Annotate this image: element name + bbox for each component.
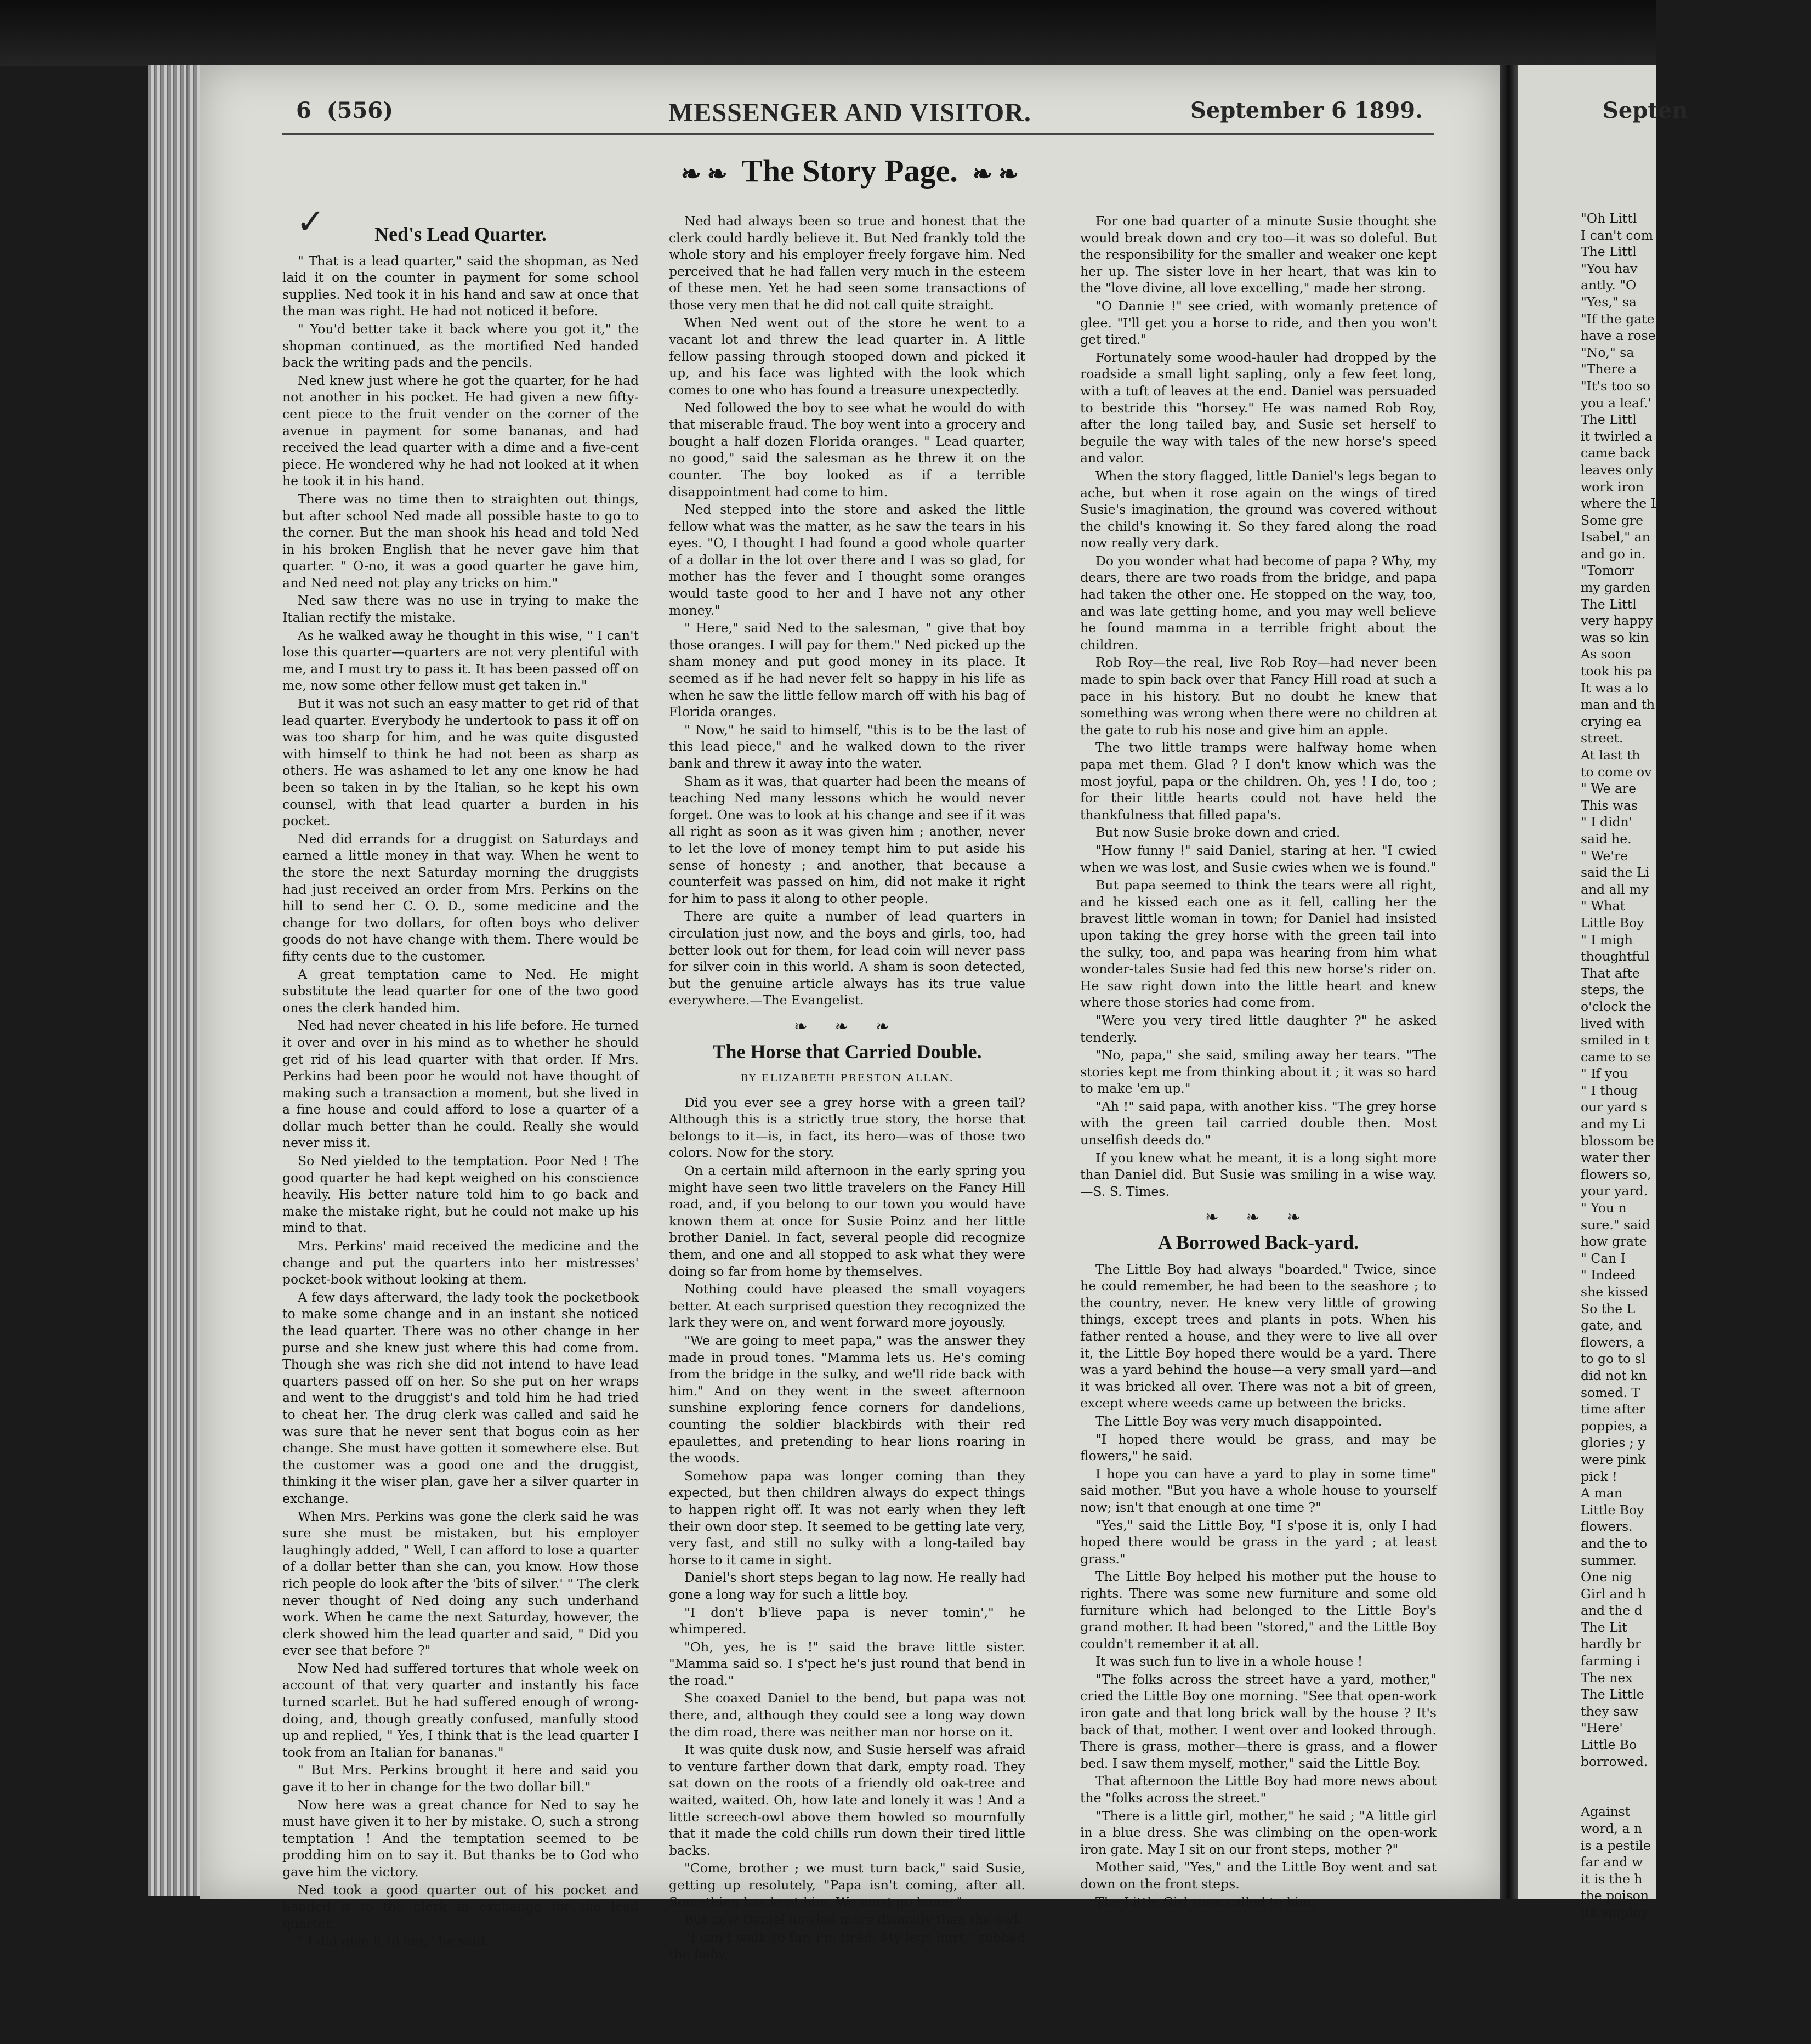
text-line: blossom be	[1581, 1133, 1654, 1149]
text-line: It was a lo	[1581, 680, 1648, 696]
paragraph: Daniel's short steps began to lag now. He really had gone a long way for such a little boy.	[669, 1570, 1025, 1602]
paragraph: "I hoped there would be grass, and may be flowers," he said.	[1080, 1431, 1437, 1464]
text-line: The Littl	[1581, 596, 1637, 612]
text-line: came back	[1581, 445, 1651, 461]
section-title: ❧ ❧ The Story Page. ❧ ❧	[680, 153, 1019, 189]
text-line: As soon	[1581, 646, 1631, 662]
paragraph: But it was not such an easy matter to get rid of that lead quarter. Everybody he undertook to pass it off on was too sharp for him, and he was quite disgusted with himself to think he had not been as sharp as others. He was ashamed to let any one know he had been so taken in by the Italian, so he kept his own counsel, with that lead quarter a burden in his pocket.	[282, 696, 639, 829]
text-line: "Tomorr	[1581, 563, 1634, 578]
paragraph: Nothing could have pleased the small voyagers better. At each surprised question they recognized the lark they were on, and went forward more joyously.	[669, 1281, 1025, 1331]
text-line: it is the h	[1581, 1871, 1643, 1887]
paragraph: If you knew what he meant, it is a long sight more than Daniel did. But Susie was smiling in a wise way. —S. S. Times.	[1080, 1150, 1437, 1199]
paragraph: For one bad quarter of a minute Susie thought she would break down and cry too—it was so doleful. But the responsibility for the smaller and weaker one kept her up. The sister love in her heart, that was kin to the "love divine, all love excelling," made her strong.	[1080, 213, 1437, 296]
paragraph: There are quite a number of lead quarters in circulation just now, and the boys and girls, too, had better look out for them, for lead coin will never pass for silver coin in this world. A sham is soon detected, but the genuine article always has its true value everywhere.—The Evangelist.	[669, 909, 1025, 1008]
text-line: time after	[1581, 1401, 1645, 1417]
text-line: The nex	[1581, 1670, 1633, 1685]
text-line: where the L	[1581, 496, 1660, 512]
text-line: have a rose	[1581, 328, 1656, 344]
text-line: pick !	[1581, 1468, 1617, 1484]
text-line: sure." said	[1581, 1217, 1650, 1233]
text-line: its employ	[1581, 1904, 1648, 1920]
paragraph: But papa seemed to think the tears were all right, and he kissed each one as it fell, calling her the bravest little woman in town; for Daniel had insisted upon taking the grey horse with the green tail into the sulky, too, and papa was hearing from him what wonder-tales Susie had fed this new horse's rider on. He saw right down into the little heart and knew where those stories had come from.	[1080, 877, 1437, 1010]
paragraph: "Ah !" said papa, with another kiss. "The grey horse with the green tail carried double then. Most unselfish deeds do."	[1080, 1098, 1437, 1148]
paragraph: The Little Boy helped his mother put the house to rights. There was some new furniture and some old furniture which had belonged to the Little Boy's grand mother. It had been "stored," and the Little Boy couldn't remember it at all.	[1080, 1569, 1437, 1651]
paragraph: It was quite dusk now, and Susie herself was afraid to venture farther down that dark, empty road. They sat down on the roots of a friendly old oak-tree and waited, waited. Oh, how late and lonely it was ! And a little screech-owl above them howled so mournfully that it made the cold chills run down their tired little backs.	[669, 1742, 1025, 1858]
paragraph: There was no time then to straighten out things, but after school Ned made all possible haste to go to the corner. But the man shook his head and told Ned in his broken English that he never gave him that quarter. " O-no, it was a good quarter he gave him, and Ned need not play any tricks on him."	[282, 491, 639, 591]
text-line: and go in.	[1581, 546, 1646, 561]
paragraph: "We are going to meet papa," was the answer they made in proud tones. "Mamma lets us. He's coming from the bridge in the sulky, and we'll ride back with him." And on they went in the sweet afternoon sunshine exploring fence corners for dandelions, counting the soldier blackbirds with their red epaulettes, and pretending to hear lions roaring in the woods.	[669, 1333, 1025, 1466]
text-line: Against	[1581, 1804, 1631, 1820]
text-line: to go to sl	[1581, 1351, 1646, 1367]
leaf-ornament-icon: ❧ ❧	[972, 161, 1019, 188]
issue-date: September 6 1899.	[1190, 98, 1423, 123]
paragraph: When Ned went out of the store he went to a vacant lot and threw the lead quarter in. A little fellow passing through stooped down and picked it up, and his face was lighted with the look which comes to one who has found a treasure unexpectedly.	[669, 315, 1025, 398]
paragraph: The two little tramps were halfway home when papa met them. Glad ? I don't know which was the most joyful, papa or the children. Oh, yes ! I do, too ; for their little hearts could not have held the thankfulness that filled papa's.	[1080, 740, 1437, 822]
text-line: somed. T	[1581, 1384, 1640, 1400]
text-line: borrowed.	[1581, 1753, 1648, 1769]
text-line: flowers so,	[1581, 1166, 1651, 1182]
text-line: she kissed	[1581, 1284, 1649, 1299]
paragraph: I hope you can have a yard to play in some time" said mother. "But you have a whole house to yourself now; isn't that enough at one time ?"	[1080, 1466, 1437, 1515]
text-line: to come ov	[1581, 764, 1652, 780]
text-line: "Here'	[1581, 1720, 1623, 1736]
scan-top-edge	[0, 0, 1656, 66]
text-line: leaves only	[1581, 462, 1654, 478]
header-rule	[282, 133, 1434, 135]
text-line: far and w	[1581, 1854, 1643, 1870]
paragraph: She coaxed Daniel to the bend, but papa was not there, and, although they could see a long way down the dim road, there was neither man nor horse on it.	[669, 1690, 1025, 1740]
paragraph: A few days afterward, the lady took the pocketbook to make some change and in an instant she noticed the lead quarter. There was no other change in her purse and she knew just where this had come from. Though she was rich she did not intend to have lead quarters passed off on her. So she put on her wraps and went to the druggist's and told him he had tried to cheat her. The drug clerk was called and said he was sure that he never sent that bogus coin as her change. She must have gotten it somewhere else. But the customer was a good one and the druggist, thinking it the wiser plan, gave her a silver quarter in exchange.	[282, 1289, 639, 1506]
page-edges	[148, 65, 208, 1896]
paragraph: Did you ever see a grey horse with a green tail? Although this is a strictly true story, the horse that belongs to it—is, in fact, its hero—was of those two colors. Now for the story.	[669, 1094, 1025, 1161]
story-title: Ned's Lead Quarter.	[374, 223, 547, 245]
text-line: lived with	[1581, 1015, 1645, 1031]
column-3	[1080, 213, 1437, 1910]
paragraph: Now here was a great chance for Ned to say he must have given it to her by mistake. O, such a strong temptation ! And the temptation seemed to be prodding him on to say it. But thanks be to God who gave him the victory.	[282, 1797, 639, 1880]
text-line: The Littl	[1581, 412, 1637, 428]
paragraph: The Little Boy was very much disappointed.	[1095, 1413, 1382, 1429]
text-line: it twirled a	[1581, 428, 1653, 444]
paragraph: Mrs. Perkins' maid received the medicine and the change and put the quarters into her mistresses' pocket-book without looking at them.	[282, 1238, 639, 1287]
text-line: " What	[1581, 898, 1626, 914]
paragraph: "I don't b'lieve papa is never tomin'," he whimpered.	[669, 1604, 1025, 1637]
text-line: were pink	[1581, 1451, 1646, 1467]
text-line: very happy	[1581, 613, 1653, 629]
text-line: That afte	[1581, 965, 1640, 981]
story-body	[669, 1094, 1025, 1963]
text-line: One nig	[1581, 1569, 1632, 1585]
text-line: At last th	[1581, 747, 1640, 763]
text-line	[1581, 1770, 1811, 1787]
paragraph: But now Susie broke down and cried.	[1095, 825, 1341, 841]
paragraph: "O Dannie !" see cried, with womanly pretence of glee. "I'll get you a horse to ride, and then you won't get tired."	[1080, 298, 1437, 348]
text-line: steps, the	[1581, 982, 1644, 998]
paragraph: Ned followed the boy to see what he would do with that miserable fraud. The boy went into a grocery and bought a half dozen Florida oranges. " Lead quarter, no good," said the salesman as he threw it on the counter. The boy looked as if a terrible disappointment had come to him.	[669, 400, 1025, 499]
text-line: thoughtful	[1581, 949, 1649, 964]
text-line: said he.	[1581, 831, 1632, 847]
text-line: "There a	[1581, 361, 1637, 377]
text-line: and the d	[1581, 1603, 1643, 1619]
text-line: " You n	[1581, 1200, 1627, 1216]
pencil-check-mark-icon: ✓	[296, 202, 326, 242]
text-line: man and th	[1581, 697, 1655, 713]
text-line: how grate	[1581, 1234, 1647, 1250]
page-number: 6 (556)	[296, 98, 394, 123]
text-line: you a leaf.'	[1581, 395, 1651, 411]
paragraph: "Yes," said the Little Boy, "I s'pose it is, only I had hoped there would be grass in the yard ; at least grass."	[1080, 1517, 1437, 1566]
text-line: word, a n	[1581, 1821, 1643, 1836]
paragraph: "Oh, yes, he is !" said the brave little sister. "Mamma said so. I s'pect he's just round that bend in the road."	[669, 1639, 1025, 1688]
text-line: " I didn'	[1581, 814, 1633, 830]
text-line: your yard.	[1581, 1183, 1648, 1199]
text-line: was so kin	[1581, 629, 1649, 645]
paragraph: Ned stepped into the store and asked the little fellow what was the matter, as he saw the tears in his eyes. "O, I thought I had found a good whole quarter of a dollar in the lot over there and I was so glad, for mother has the fever and I thought some oranges would taste good to her and I have not any other money."	[669, 502, 1025, 618]
text-line: Isabel," an	[1581, 529, 1650, 545]
section-separator: ❧ ❧ ❧	[793, 1017, 901, 1036]
paragraph: "Were you very tired little daughter ?" he asked tenderly.	[1080, 1012, 1437, 1045]
paragraph: Ned had never cheated in his life before. He turned it over and over in his mind as to whether he should get rid of his lead quarter with that order. If Mrs. Perkins had been poor he would not have thought of making such a transaction a moment, but she lived in a fine house and could afford to lose a quarter of a dollar much better than he could. Really she would never miss it.	[282, 1018, 639, 1151]
text-line: So the L	[1581, 1301, 1636, 1316]
paragraph: Ned did errands for a druggist on Saturdays and earned a little money in that way. When he went to the store the next Saturday morning the druggists had just received an order from Mrs. Perkins on the hill to send her C. O. D., some medicine and the change for two dollars, for often boys who deliver goods do not have change with them. There would be fifty cents due to the customer.	[282, 831, 639, 964]
paragraph: Ned knew just where he got the quarter, for he had not another in his pocket. He had given a new fifty-cent piece to the fruit vender on the corner of the avenue in payment for some bananas, and had received the lead quarter with a dime and a five-cent piece. He wondered why he had not looked at it when he took it in his hand.	[282, 372, 639, 489]
story-body	[1080, 1261, 1437, 1911]
text-line: " Can I	[1581, 1250, 1626, 1266]
text-line: "You hav	[1581, 260, 1638, 276]
text-line: glories ; y	[1581, 1435, 1645, 1451]
paragraph: " I did give it to her," he said.	[298, 1933, 489, 1949]
paragraph: " You'd better take it back where you got it," the shopman continued, as the mortified Ned handed back the writing pads and the pencils.	[282, 321, 639, 371]
paragraph: " Now," he said to himself, "this is to be the last of this lead piece," and he walked down to the river bank and threw it away into the water.	[669, 722, 1025, 771]
text-line: gate, and	[1581, 1318, 1642, 1333]
text-line: my garden	[1581, 580, 1651, 595]
text-line: came to se	[1581, 1049, 1651, 1065]
story-body-continued	[669, 213, 1025, 1009]
byline: BY ELIZABETH PRESTON ALLAN.	[740, 1072, 954, 1085]
text-line: flowers, a	[1581, 1334, 1645, 1350]
paragraph: Ned saw there was no use in trying to make the Italian rectify the mistake.	[282, 593, 639, 626]
text-line: work iron	[1581, 479, 1644, 495]
paragraph: Do you wonder what had become of papa ? Why, my dears, there are two roads from the bridge, and papa had taken the other one. He stopped on the way, too, and was late getting home, and you may well believe he found mamma in a terrible fright about the children.	[1080, 553, 1437, 652]
text-line: said the Li	[1581, 865, 1650, 881]
text-line: flowers.	[1581, 1519, 1633, 1535]
paragraph: "I can't walk so far. I'm tired. My legs hurt," sobbed the baby.	[669, 1929, 1025, 1962]
paragraph: The Little Girl soon called to him,	[1095, 1894, 1315, 1910]
paragraph: "No, papa," she said, smiling away her tears. "The stories kept me from thinking about it ; it was so hard to make 'em up."	[1080, 1047, 1437, 1097]
paragraph: That afternoon the Little Boy had more news about the "folks across the street."	[1080, 1773, 1437, 1806]
paragraph: Now Ned had suffered tortures that whole week on account of that very quarter and instantly his face turned scarlet. But he had suffered enough of wrong-doing, and, though greatly confused, manfully stood up and replied, " Yes, I think that is the lead quarter I took from an Italian for bananas."	[282, 1660, 639, 1760]
paragraph: Rob Roy—the real, live Rob Roy—had never been made to spin back over that Fancy Hill road at such a pace in his history. But no doubt he knew that something was wrong when there were no children at the gate to rub his nose and give him an apple.	[1080, 655, 1437, 737]
text-line: "Yes," sa	[1581, 294, 1637, 310]
paragraph: A great temptation came to Ned. He might substitute the lead quarter for one of the two good ones the clerk handed him.	[282, 966, 639, 1015]
paragraph: "The folks across the street have a yard, mother," cried the Little Boy one morning. "See that open-work iron gate and that long brick wall by the house ? It's back of that, mother. I went over and looked through. There is grass, mother—there is grass, and a flower bed. I saw them myself, mother," said the Little Boy.	[1080, 1671, 1437, 1771]
text-line: smiled in t	[1581, 1032, 1650, 1048]
paragraph: "How funny !" said Daniel, staring at her. "I cwied when we was lost, and Susie cwies when we is found."	[1080, 842, 1437, 875]
text-line: The Little	[1581, 1687, 1644, 1702]
paragraph: Fortunately some wood-hauler had dropped by the roadside a small light sapling, only a few feet long, with a tuft of leaves at the end. Daniel was persuaded to bestride this "horsey." He was named Rob Roy, after the long tailed bay, and Susie set herself to beguile the way with tales of the new horse's speed and valor.	[1080, 349, 1437, 466]
text-line: did not kn	[1581, 1367, 1647, 1383]
paragraph: Somehow papa was longer coming than they expected, but then children always do expect things to happen right off. It was not early when they left their own door step. It seemed to be getting late very, very fast, and still no sulky with a long-tailed bay horse to it came in sight.	[669, 1468, 1025, 1568]
story-title: A Borrowed Back-yard.	[1157, 1231, 1359, 1254]
paragraph: Ned had always been so true and honest that the clerk could hardly believe it. But Ned frankly told the whole story and his employer freely forgave him. Ned perceived that he had fallen very much in the esteem of these men. Yet he had seen some transactions of those very men that he did not call quite straight.	[669, 213, 1025, 313]
paragraph: " But Mrs. Perkins brought it here and said you gave it to her in change for the two dollar bill."	[282, 1762, 639, 1795]
story-title: The Horse that Carried Double.	[712, 1040, 982, 1063]
paragraph: Sham as it was, that quarter had been the means of teaching Ned many lessons which he would never forget. One was to look at his change and see if it was all right as soon as it was given him ; another, never to let the love of money tempt him to put aside his sense of honesty ; and another, that because a counterfeit was passed on him, did not make it right for him to pass it along to other people.	[669, 773, 1025, 906]
text-line: our yard s	[1581, 1099, 1648, 1115]
text-line: "No," sa	[1581, 344, 1634, 360]
text-line: is a pestile	[1581, 1837, 1651, 1853]
paragraph: " Here," said Ned to the salesman, " give that boy those oranges. I will pay for them." Ned picked up the sham money and put good money in its place. It seemed as if he had never felt so happy in his life as when he saw the little fellow march off with his bag of Florida oranges.	[669, 620, 1025, 720]
text-line: Girl and h	[1581, 1586, 1647, 1602]
text-line: water ther	[1581, 1150, 1650, 1166]
paragraph: "Come, brother ; we must turn back," said Susie, getting up resolutely, "Papa isn't coming, after all. Something has kept him. We must go home."	[669, 1860, 1025, 1910]
story-body-continued	[1080, 213, 1437, 1200]
column-1	[282, 218, 639, 1949]
next-page-text	[1581, 210, 1811, 1921]
paragraph: When Mrs. Perkins was gone the clerk said he was sure she must be mistaken, but his employer laughingly added, " Well, I can afford to lose a quarter of a dollar better than she can, you know. How those rich people do look after the 'bits of silver.' " The clerk never thought of Ned doing any such underhand work. When he came the next Saturday, however, the clerk showed him the lead quarter and said, " Did you ever see that before ?"	[282, 1508, 639, 1659]
paragraph: On a certain mild afternoon in the early spring you might have seen two little travelers on the Fancy Hill road, and, if you belong to our town you would have known them at once for Susie Poinz and her little brother Daniel. In fact, several people did recognize them, and one and all stopped to ask what they were doing so far from home by themselves.	[669, 1163, 1025, 1279]
paragraph: As he walked away he thought in this wise, " I can't lose this quarter—quarters are not very plentiful with me, and I must try to pass it. It has been passed off on me, now some other fellow must get taken in."	[282, 627, 639, 694]
column-2	[669, 213, 1025, 1962]
masthead: MESSENGER AND VISITOR.	[668, 98, 1031, 127]
paragraph: When the story flagged, little Daniel's legs began to ache, but when it rose again on the wings of tired Susie's imagination, the ground was covered without the child's knowing it. So they fared along the road now really very dark.	[1080, 468, 1437, 551]
text-line: " Indeed	[1581, 1267, 1636, 1283]
text-line: " We're	[1581, 848, 1628, 864]
text-line: crying ea	[1581, 713, 1642, 729]
text-line: A man	[1581, 1485, 1622, 1501]
text-line: Little Boy	[1581, 1502, 1644, 1518]
text-line: Little Boy	[1581, 915, 1644, 930]
text-line: poppies, a	[1581, 1418, 1648, 1434]
paragraph: So Ned yielded to the temptation. Poor Ned ! The good quarter he had kept weighed on his conscience heavily. His better nature told him to go back and make the mistake right, but he could not make up his mind to that.	[282, 1153, 639, 1236]
story-body	[282, 253, 639, 1950]
text-line: The Littl	[1581, 244, 1637, 260]
text-line: and my Li	[1581, 1116, 1645, 1132]
paragraph: Ned took a good quarter out of his pocket and handed it to the clerk in exchange for the lead quarter.	[282, 1882, 639, 1931]
text-line: they saw	[1581, 1703, 1639, 1719]
paragraph: " That is a lead quarter," said the shopman, as Ned laid it on the counter in payment for some school supplies. Ned took it in his hand and saw at once that the man was right. He had not noticed it before.	[282, 253, 639, 319]
text-line: " If you	[1581, 1066, 1628, 1082]
text-line: farming i	[1581, 1653, 1640, 1669]
text-line: o'clock the	[1581, 998, 1651, 1014]
text-line: "It's too so	[1581, 378, 1650, 394]
leaf-ornament-icon: ❧ ❧	[680, 161, 728, 188]
text-line: Some gre	[1581, 512, 1644, 528]
text-line: I can't com	[1581, 227, 1654, 243]
text-line: and the to	[1581, 1535, 1648, 1551]
text-line	[1581, 1787, 1811, 1804]
text-line: antly. "O	[1581, 277, 1637, 293]
text-line: " I thoug	[1581, 1082, 1638, 1098]
newspaper-page	[200, 65, 1500, 1962]
text-line: The Lit	[1581, 1619, 1627, 1635]
next-page-header: Septen	[1603, 98, 1688, 123]
paragraph: But now Daniel howled more dismally than the owl.	[684, 1912, 1023, 1928]
text-line: hardly br	[1581, 1636, 1641, 1652]
paragraph: Mother said, "Yes," and the Little Boy went and sat down on the front steps.	[1080, 1859, 1437, 1892]
text-line: and all my	[1581, 881, 1649, 897]
text-line: " We are	[1581, 781, 1637, 797]
text-line: summer.	[1581, 1552, 1637, 1568]
text-line: the poison	[1581, 1888, 1649, 1904]
paragraph: It was such fun to live in a whole house !	[1095, 1654, 1363, 1670]
book-gutter	[1500, 65, 1518, 1899]
paragraph: "There is a little girl, mother," he said ; "A little girl in a blue dress. She was climbing on the open-work iron gate. May I sit on our front steps, mother ?"	[1080, 1808, 1437, 1857]
section-separator: ❧ ❧ ❧	[1205, 1208, 1312, 1228]
text-line: " I migh	[1581, 932, 1633, 947]
text-line: took his pa	[1581, 663, 1653, 679]
text-line: street.	[1581, 730, 1623, 746]
text-line: "Oh Littl	[1581, 211, 1637, 226]
text-line: "If the gate	[1581, 311, 1655, 327]
text-line: This was	[1581, 797, 1638, 813]
text-line: Little Bo	[1581, 1737, 1637, 1753]
paragraph: The Little Boy had always "boarded." Twice, since he could remember, he had been to the seashore ; to the country, never. He knew very little of growing things, except trees and plants in pots. When his father rented a house, and they were to live all over it, the Little Boy hoped there would be a yard. There was a yard behind the house—a very small yard—and it was bricked all over. There was not a bit of green, except where weeds came up between the bricks.	[1080, 1261, 1437, 1411]
next-page-fragment	[1518, 65, 1688, 1920]
